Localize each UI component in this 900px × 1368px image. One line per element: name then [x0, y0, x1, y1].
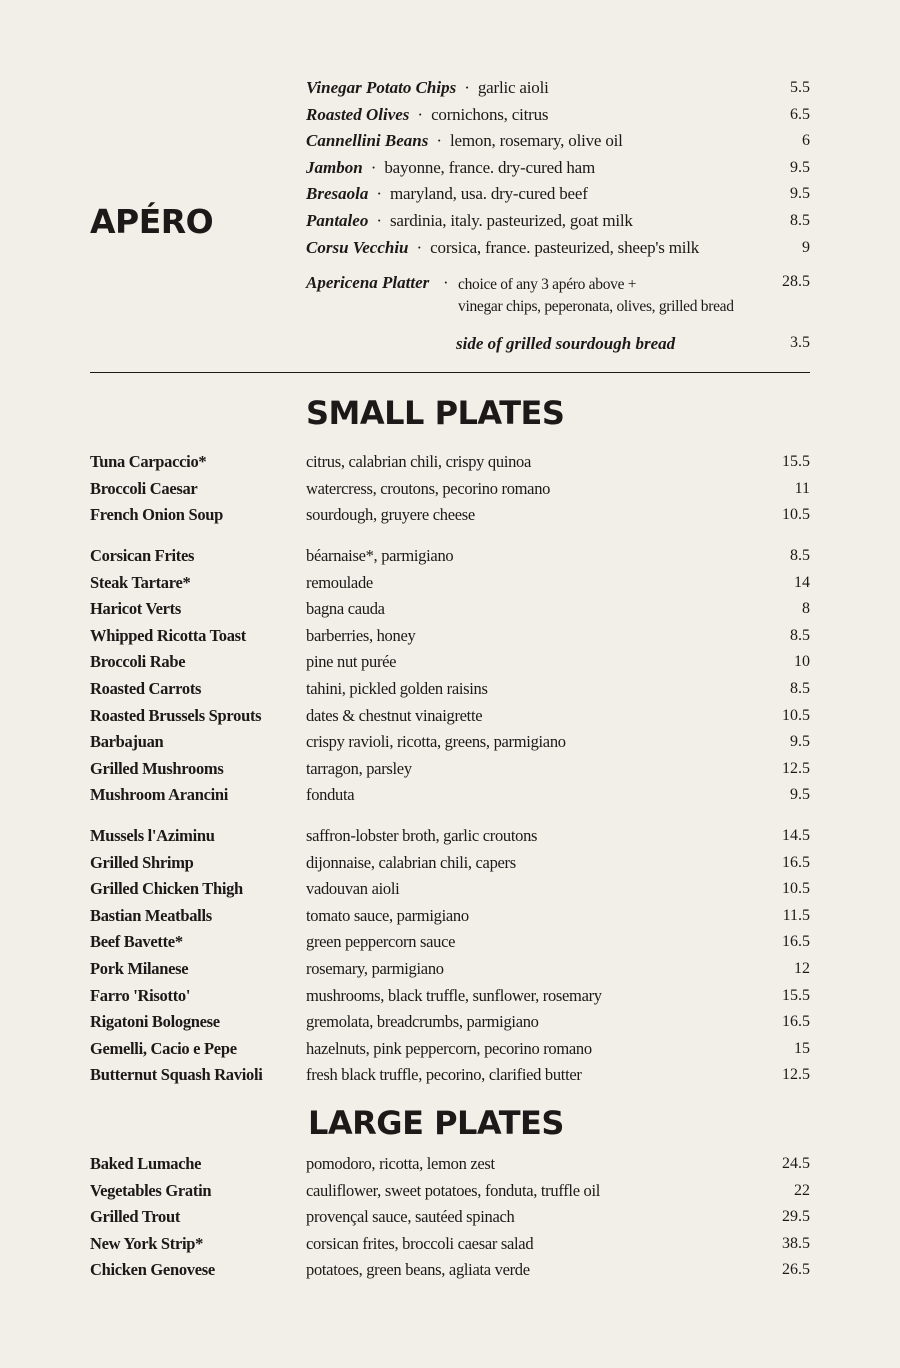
item-name: Jambon — [306, 157, 363, 177]
apero-item — [306, 155, 810, 182]
item-name: Corsu Vecchiu — [306, 237, 409, 257]
item-name: Roasted Carrots — [90, 678, 202, 698]
item-description: potatoes, green beans, agliata verde — [306, 1260, 530, 1280]
menu-item — [90, 651, 810, 678]
menu-item — [90, 1064, 810, 1091]
item-description: gremolata, breadcrumbs, parmigiano — [306, 1012, 539, 1032]
item-price: 14.5 — [782, 827, 810, 844]
item-name: Roasted Olives — [306, 104, 410, 124]
item-price: 10.5 — [782, 706, 810, 724]
item-name: Grilled Trout — [90, 1207, 181, 1227]
item-description: sourdough, gruyere cheese — [306, 505, 475, 525]
item-description: provençal sauce, sautéed spinach — [306, 1207, 515, 1227]
item-description: béarnaise*, parmigiano — [306, 546, 454, 565]
item-price: 38.5 — [782, 1234, 810, 1252]
item-price: 9.5 — [790, 185, 810, 203]
item-description: mushrooms, black truffle, sunflower, rosemary — [306, 985, 602, 1005]
item-name: Apericena Platter — [306, 273, 430, 292]
item-description: hazelnuts, pink peppercorn, pecorino romano — [306, 1038, 592, 1058]
item-name: Tuna Carpaccio* — [90, 452, 207, 471]
item-name: Bastian Meatballs — [90, 905, 212, 925]
item-name: Grilled Mushrooms — [90, 758, 224, 778]
item-name: side of grilled sourdough bread — [456, 334, 676, 353]
separator-dot: · — [370, 157, 377, 177]
menu-item — [90, 1206, 810, 1233]
item-price: 11 — [794, 479, 810, 497]
description-line: choice of any 3 apéro above + — [458, 276, 637, 293]
menu-item — [90, 1038, 810, 1065]
item-name: Cannellini Beans — [306, 131, 429, 151]
menu-item — [90, 545, 810, 572]
item-price: 14 — [794, 573, 810, 591]
item-price: 8.5 — [790, 547, 810, 564]
item-description: corsican frites, broccoli caesar salad — [306, 1233, 534, 1253]
item-name: Broccoli Rabe — [90, 652, 186, 672]
item-description: rosemary, parmigiano — [306, 958, 444, 978]
section-divider — [90, 372, 810, 373]
separator-dot: · — [436, 131, 443, 151]
item-description: bayonne, france. dry-cured ham — [384, 157, 596, 177]
side-bread — [456, 334, 810, 358]
small-plates-group — [90, 545, 810, 811]
item-price: 12 — [794, 959, 810, 977]
item-description — [458, 274, 778, 318]
item-price: 16.5 — [782, 853, 810, 871]
menu-item — [90, 598, 810, 625]
apericena-platter — [306, 273, 810, 319]
menu-item — [90, 958, 810, 985]
item-price: 5.5 — [790, 79, 810, 96]
item-name: Roasted Brussels Sprouts — [90, 705, 262, 725]
item-name: Pantaleo — [306, 210, 369, 230]
item-price: 9.5 — [790, 733, 810, 751]
menu-item — [90, 758, 810, 785]
menu-item — [90, 852, 810, 879]
item-name: Mussels l'Aziminu — [90, 826, 215, 845]
item-name: Corsican Frites — [90, 546, 195, 565]
apero-item — [306, 235, 810, 262]
menu-item — [90, 1180, 810, 1207]
large-plates-group — [90, 1153, 810, 1286]
item-name: Mushroom Arancini — [90, 785, 229, 805]
menu-item — [90, 784, 810, 811]
item-price: 15.5 — [782, 986, 810, 1004]
separator-dot: · — [376, 184, 383, 204]
item-name: Bresaola — [306, 184, 369, 204]
item-name: Steak Tartare* — [90, 572, 191, 592]
item-price: 15.5 — [782, 453, 810, 470]
item-description: watercress, croutons, pecorino romano — [306, 478, 551, 498]
menu-item — [90, 1233, 810, 1260]
item-description: vadouvan aioli — [306, 879, 400, 899]
item-description: sardinia, italy. pasteurized, goat milk — [390, 210, 633, 230]
separator-dot: · — [416, 237, 423, 257]
item-price: 8.5 — [790, 626, 810, 644]
menu-item — [90, 905, 810, 932]
item-description: pomodoro, ricotta, lemon zest — [306, 1154, 495, 1173]
item-description: tahini, pickled golden raisins — [306, 678, 488, 698]
item-description: crispy ravioli, ricotta, greens, parmigiano — [306, 732, 566, 752]
menu-item — [90, 731, 810, 758]
item-price: 9.5 — [790, 158, 810, 176]
item-description: dijonnaise, calabrian chili, capers — [306, 852, 516, 872]
item-description: remoulade — [306, 572, 373, 592]
menu-item — [90, 1011, 810, 1038]
item-description: cauliflower, sweet potatoes, fonduta, truffle oil — [306, 1180, 601, 1200]
item-description: green peppercorn sauce — [306, 932, 456, 952]
menu-item — [90, 705, 810, 732]
item-description: cornichons, citrus — [431, 104, 549, 124]
item-name: Pork Milanese — [90, 958, 189, 978]
item-price: 16.5 — [782, 933, 810, 951]
item-description: corsica, france. pasteurized, sheep's milk — [430, 237, 700, 257]
item-price: 16.5 — [782, 1013, 810, 1031]
item-price: 22 — [794, 1181, 810, 1199]
item-description: dates & chestnut vinaigrette — [306, 705, 483, 725]
item-description: citrus, calabrian chili, crispy quinoa — [306, 452, 532, 471]
item-name: Grilled Shrimp — [90, 852, 194, 872]
menu-item — [90, 1259, 810, 1286]
item-name: Grilled Chicken Thigh — [90, 879, 243, 899]
item-name: Beef Bavette* — [90, 932, 183, 952]
item-description: lemon, rosemary, olive oil — [450, 131, 623, 151]
item-name: Vinegar Potato Chips — [306, 78, 457, 97]
menu-item — [90, 985, 810, 1012]
apero-item — [306, 75, 810, 102]
item-name: New York Strip* — [90, 1233, 204, 1253]
small-plates-group — [90, 825, 810, 1091]
menu-item — [90, 504, 810, 531]
item-price: 12.5 — [782, 759, 810, 777]
menu-item — [90, 572, 810, 599]
item-name: Broccoli Caesar — [90, 478, 198, 498]
small-plates-heading: SMALL PLATES — [306, 394, 565, 432]
menu-item — [90, 878, 810, 905]
item-name: French Onion Soup — [90, 505, 224, 525]
item-description: tarragon, parsley — [306, 758, 412, 778]
item-name: Chicken Genovese — [90, 1260, 215, 1280]
separator-dot: · — [417, 104, 424, 124]
item-description: fresh black truffle, pecorino, clarified butter — [306, 1065, 582, 1085]
item-price: 9 — [802, 238, 810, 256]
apero-item — [306, 128, 810, 155]
item-price: 29.5 — [782, 1208, 810, 1226]
item-name: Butternut Squash Ravioli — [90, 1065, 263, 1085]
menu-item — [90, 478, 810, 505]
menu-item — [90, 1153, 810, 1180]
item-description: saffron-lobster broth, garlic croutons — [306, 826, 538, 845]
item-price: 15 — [794, 1039, 810, 1057]
item-price: 11.5 — [782, 906, 810, 924]
menu-item — [90, 931, 810, 958]
item-description: tomato sauce, parmigiano — [306, 905, 469, 925]
item-name: Farro 'Risotto' — [90, 985, 191, 1005]
item-price: 3.5 — [790, 334, 810, 351]
separator-dot: · — [376, 210, 383, 230]
item-price: 12.5 — [782, 1066, 810, 1084]
item-price: 8.5 — [790, 679, 810, 697]
apero-item — [306, 208, 810, 235]
item-description: fonduta — [306, 785, 355, 805]
item-price: 10 — [794, 653, 810, 671]
description-line: vinegar chips, peperonata, olives, grilled bread — [458, 298, 734, 315]
item-price: 24.5 — [782, 1155, 810, 1172]
item-description: barberries, honey — [306, 625, 416, 645]
item-price: 10.5 — [782, 506, 810, 524]
item-name: Vegetables Gratin — [90, 1180, 212, 1200]
separator-dot: · — [443, 273, 449, 292]
item-description: bagna cauda — [306, 599, 385, 619]
item-name: Barbajuan — [90, 732, 164, 752]
menu-item — [90, 825, 810, 852]
item-price: 6.5 — [790, 105, 810, 123]
item-price: 6 — [802, 132, 810, 150]
item-price: 28.5 — [782, 273, 810, 290]
item-price: 8 — [802, 600, 810, 618]
item-price: 8.5 — [790, 211, 810, 229]
separator-dot: · — [464, 78, 470, 97]
item-description: garlic aioli — [477, 78, 549, 97]
menu-item — [90, 678, 810, 705]
item-price: 10.5 — [782, 880, 810, 898]
apero-heading: APÉRO — [90, 202, 214, 241]
item-description: maryland, usa. dry-cured beef — [390, 184, 588, 204]
apero-list — [306, 75, 810, 261]
menu-item — [90, 625, 810, 652]
item-description: pine nut purée — [306, 652, 397, 672]
item-name: Whipped Ricotta Toast — [90, 625, 246, 645]
item-name: Rigatoni Bolognese — [90, 1012, 220, 1032]
item-name: Gemelli, Cacio e Pepe — [90, 1038, 237, 1058]
menu-item — [90, 451, 810, 478]
item-price: 26.5 — [782, 1261, 810, 1279]
small-plates-group — [90, 451, 810, 531]
item-name: Baked Lumache — [90, 1154, 202, 1173]
item-name: Haricot Verts — [90, 599, 181, 619]
large-plates-heading: LARGE PLATES — [308, 1104, 564, 1142]
item-price: 9.5 — [790, 786, 810, 804]
apero-item — [306, 181, 810, 208]
apero-item — [306, 102, 810, 129]
